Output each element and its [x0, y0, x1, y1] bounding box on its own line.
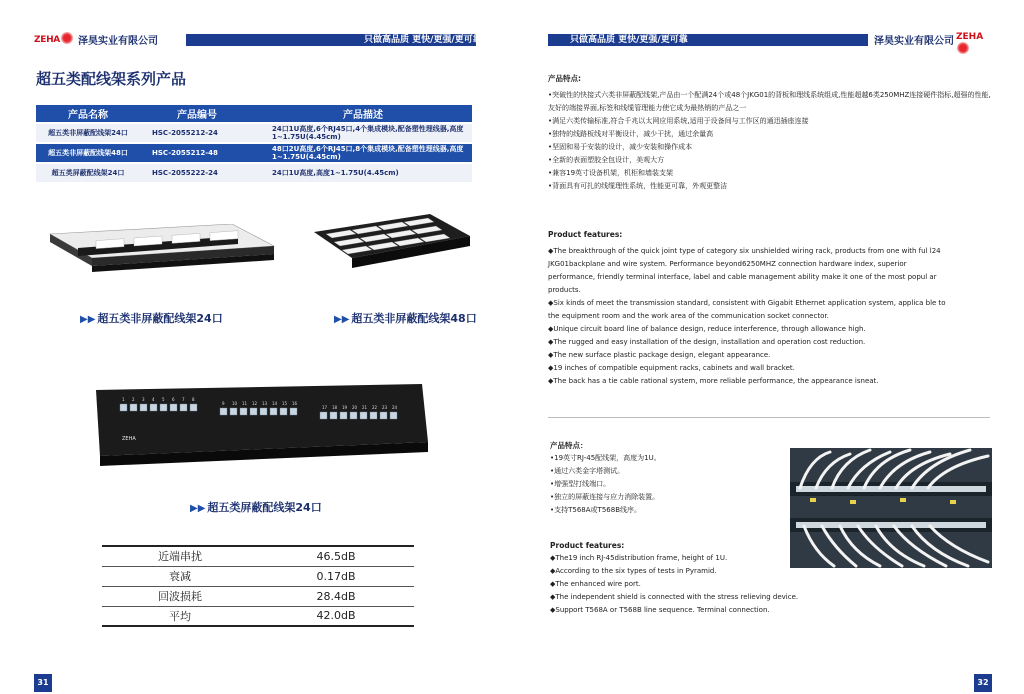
port-number-label: 15	[282, 401, 288, 406]
list-item: ◆The new surface plastic package design, elegant appearance.	[548, 351, 771, 359]
features-en-section	[548, 228, 946, 388]
port-number-label: 5	[162, 397, 165, 402]
features-cn-section	[548, 72, 994, 193]
spec-value: 46.5dB	[258, 546, 414, 566]
logo-circle-icon	[61, 32, 73, 44]
rj45-port-icon	[230, 408, 237, 415]
brand-logo: ZEHA	[956, 32, 990, 55]
list-item: ◆According to the six types of tests in Pyramid.	[550, 567, 717, 575]
port-number-label: 16	[292, 401, 298, 406]
patch-panel-48-unshielded-image	[312, 212, 472, 282]
product-code-cell: HSC-2055212-24	[140, 124, 254, 142]
table-row	[102, 546, 414, 566]
rj45-port-icon	[350, 412, 357, 419]
port-number-label: 17	[322, 405, 328, 410]
rj45-port-icon	[260, 408, 267, 415]
list-item: •通过六类金字塔测试。	[550, 467, 625, 475]
product-name-cell: 超五类屏蔽配线架24口	[36, 164, 140, 182]
list-item: ◆The19 inch RJ-45distribution frame, height of 1U.	[550, 554, 728, 562]
rj45-port-icon	[370, 412, 377, 419]
rj45-port-icon	[160, 404, 167, 411]
right-page-header	[548, 32, 990, 46]
product-name-cell: 超五类非屏蔽配线架48口	[36, 144, 140, 162]
port-number-label: 21	[362, 405, 368, 410]
left-page-header	[34, 32, 482, 47]
list-item: ◆Six kinds of meet the transmission standard, consistent with Gigabit Ethernet application system, applica ble to the equipment room and the work area of the communication socket connector.	[548, 299, 946, 320]
port-number-label: 24	[392, 405, 398, 410]
table-row	[102, 606, 414, 626]
caption-unshielded-24: ▶▶ 超五类非屏蔽配线架24口	[80, 312, 223, 325]
list-item: •背面具有可扎的线缆理性系统，性能更可靠，外观更整洁	[548, 182, 728, 190]
list-item: •支持T568A或T568B线序。	[550, 506, 641, 514]
list-item: ◆The back has a tie cable rational system, more reliable performance, the appearance isneat.	[548, 377, 879, 385]
product-table	[36, 103, 472, 184]
rj45-port-icon	[280, 408, 287, 415]
port-number-label: 2	[132, 397, 135, 402]
rj45-port-icon	[340, 412, 347, 419]
section-heading: 产品特点:	[548, 74, 581, 83]
company-name: 泽昊实业有限公司	[78, 36, 158, 47]
port-number-label: 6	[172, 397, 175, 402]
section-heading: Product features:	[550, 541, 625, 550]
list-item: ◆Support T568A or T568B line sequence. Terminal connection.	[550, 606, 770, 614]
slogan-bar	[186, 34, 482, 46]
table-row	[36, 124, 472, 142]
port-number-label: 19	[342, 405, 348, 410]
column-header: 产品名称	[36, 105, 140, 122]
rj45-port-icon	[150, 404, 157, 411]
port-number-label: 23	[382, 405, 388, 410]
port-number-label: 13	[262, 401, 268, 406]
port-number-label: 4	[152, 397, 155, 402]
spec-name: 回波损耗	[102, 586, 258, 606]
product-desc-cell: 24口1U高度,6个RJ45口,4个集成模块,配备塑性理线器,高度1~1.75U(4.45cm)	[254, 124, 472, 142]
rj45-port-icon	[120, 404, 127, 411]
rj45-port-icon	[390, 412, 397, 419]
page-number: 32	[974, 674, 992, 692]
port-number-label: 8	[192, 397, 195, 402]
product-desc-cell: 24口1U高度,高度1~1.75U(4.45cm)	[254, 164, 472, 182]
port-number-label: 11	[242, 401, 248, 406]
list-item: •兼容19英寸设备机架，机柜和墙装支架	[548, 169, 674, 177]
play-arrow-icon: ▶▶	[80, 314, 96, 325]
list-item: ◆The breakthrough of the quick joint type of category six unshielded wiring rack, products from one with ful l24 JKG01backplane and wire system. Performance beyond6250MHZ connection hardware index, superior performance, friendly terminal interface, label and cable management ability make it one of the most popul ar products.	[548, 247, 941, 294]
rj45-port-icon	[270, 408, 277, 415]
list-item: •增强型打线端口。	[550, 480, 611, 488]
spec-name: 平均	[102, 606, 258, 626]
slogan-text: 只做高品质 更快/更强/更可靠	[364, 35, 482, 45]
spec-value: 0.17dB	[258, 566, 414, 586]
section-divider	[548, 417, 990, 418]
patch-panel-24-unshielded-image	[48, 224, 276, 286]
rj45-port-icon	[190, 404, 197, 411]
caption-unshielded-48: ▶▶ 超五类非屏蔽配线架48口	[334, 312, 477, 325]
spec-value: 28.4dB	[258, 586, 414, 606]
patch-panel-24-shielded-image	[92, 382, 432, 468]
product-desc-cell: 48口2U高度,6个RJ45口,8个集成模块,配备塑性理线器,高度1~1.75U(4.45cm)	[254, 144, 472, 162]
rj45-port-icon	[170, 404, 177, 411]
port-number-label: 14	[272, 401, 278, 406]
list-item: •独特的线路板线对平衡设计，减少干扰，通过余量高	[548, 130, 714, 138]
list-item: ◆The rugged and easy installation of the design, installation and operation cost reduction.	[548, 338, 866, 346]
spec-name: 近端串扰	[102, 546, 258, 566]
rj45-port-icon	[380, 412, 387, 419]
list-item: •19英寸RJ-45配线架，高度为1U。	[550, 454, 661, 462]
rj45-port-icon	[250, 408, 257, 415]
port-number-label: 1	[122, 397, 125, 402]
list-item: •满足六类传输标准,符合千兆以太网应用系统,适用于设备间与工作区的通迅插座连接	[548, 117, 809, 125]
slogan-bar	[548, 34, 868, 46]
list-item: •坚固和易于安装的设计，减少安装和操作成本	[548, 143, 693, 151]
cabled-patch-panel-photo	[790, 448, 992, 568]
rj45-port-icon	[330, 412, 337, 419]
caption-shielded-24: ▶▶ 超五类屏蔽配线架24口	[190, 501, 322, 514]
rj45-port-icon	[130, 404, 137, 411]
features2-cn-section	[550, 439, 770, 517]
port-number-label: 10	[232, 401, 238, 406]
table-row	[36, 164, 472, 182]
list-item: ◆Unique circuit board line of balance design, reduce interference, through allowance high.	[548, 325, 866, 333]
product-code-cell: HSC-2055222-24	[140, 164, 254, 182]
list-item: •突破性的快接式六类非屏蔽配线架,产品由一个配满24个或48个JKG01的背板和理线系统组成,性能超越6类250MHZ连接硬件指标,超强的性能,友好的端接界面,标签和线缆管理能力使它成为最热销的产品之一	[548, 91, 991, 112]
product-name-cell: 超五类非屏蔽配线架24口	[36, 124, 140, 142]
list-item: •全新的表面塑胶全包设计，美观大方	[548, 156, 665, 164]
product-code-cell: HSC-2055212-48	[140, 144, 254, 162]
port-number-label: 3	[142, 397, 145, 402]
column-header: 产品编号	[140, 105, 254, 122]
company-name: 泽昊实业有限公司	[874, 36, 954, 47]
rj45-port-icon	[360, 412, 367, 419]
port-number-label: 9	[222, 401, 225, 406]
list-item: ◆19 inches of compatible equipment racks, cabinets and wall bracket.	[548, 364, 795, 372]
rj45-port-icon	[220, 408, 227, 415]
spec-table	[102, 545, 414, 627]
port-number-label: 18	[332, 405, 338, 410]
panel-brand-label: ZEHA	[122, 436, 136, 442]
brand-logo: ZEHA	[34, 32, 73, 45]
list-item: •独立的屏蔽连接与应力消除装置。	[550, 493, 660, 501]
port-number-label: 22	[372, 405, 378, 410]
rj45-port-icon	[240, 408, 247, 415]
port-number-label: 20	[352, 405, 358, 410]
slogan-text: 只做高品质 更快/更强/更可靠	[570, 35, 688, 45]
play-arrow-icon: ▶▶	[190, 503, 206, 514]
port-number-label: 7	[182, 397, 185, 402]
table-row	[36, 144, 472, 162]
table-row	[102, 586, 414, 606]
rj45-port-icon	[180, 404, 187, 411]
page-number: 31	[34, 674, 52, 692]
section-heading: 产品特点：	[550, 441, 588, 450]
section-heading: Product features:	[548, 230, 623, 239]
spec-name: 衰减	[102, 566, 258, 586]
play-arrow-icon: ▶▶	[334, 314, 350, 325]
logo-circle-icon	[957, 42, 969, 54]
rj45-port-icon	[320, 412, 327, 419]
column-header: 产品描述	[254, 105, 472, 122]
spec-value: 42.0dB	[258, 606, 414, 626]
page-title: 超五类配线架系列产品	[36, 70, 187, 88]
list-item: ◆The enhanced wire port.	[550, 580, 641, 588]
port-number-label: 12	[252, 401, 258, 406]
table-row	[102, 566, 414, 586]
rj45-port-icon	[140, 404, 147, 411]
table-header-row	[36, 105, 472, 122]
list-item: ◆The independent shield is connected with the stress relieving device.	[550, 593, 799, 601]
rj45-port-icon	[290, 408, 297, 415]
